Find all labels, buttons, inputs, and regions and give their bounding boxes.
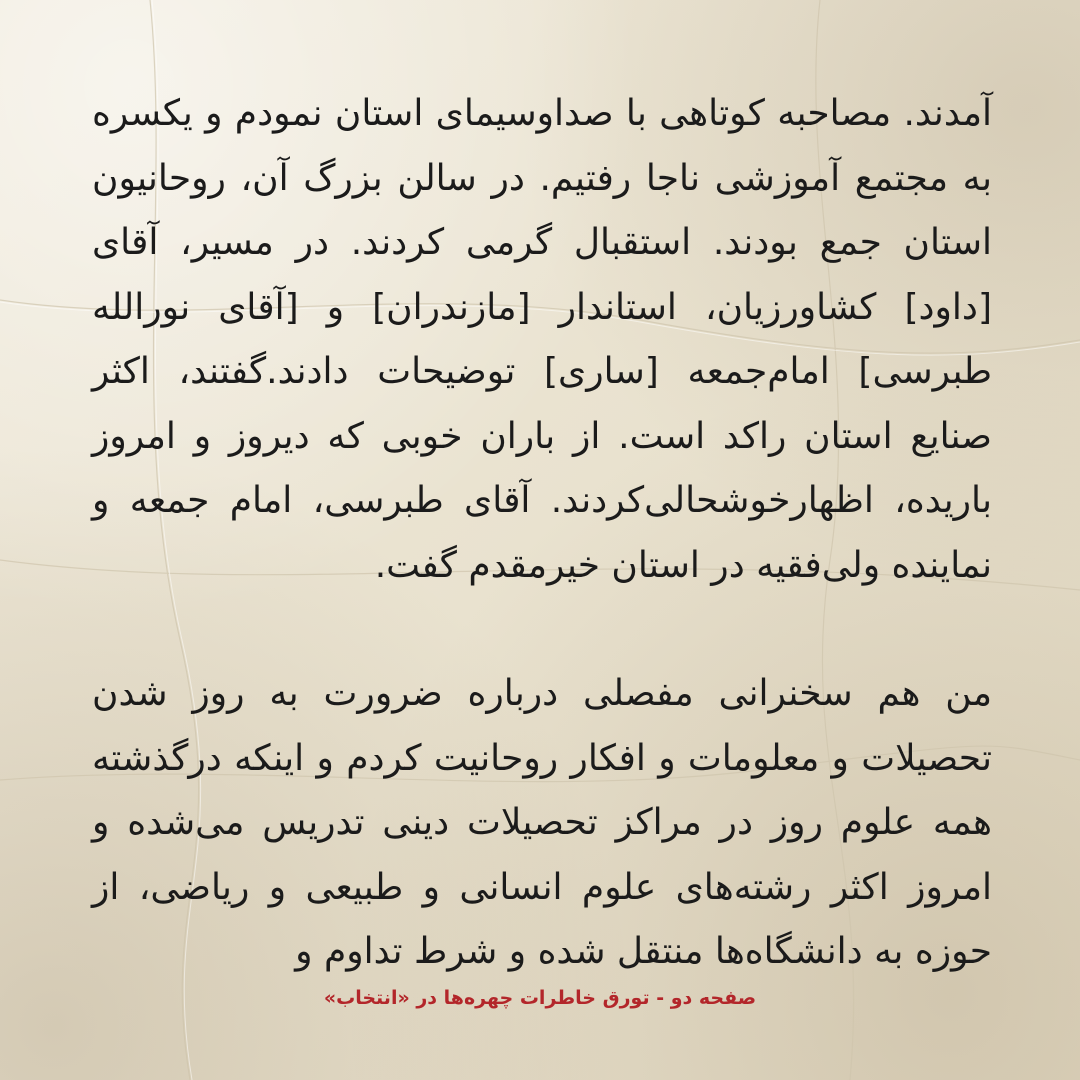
document-body bbox=[92, 82, 992, 985]
paragraph-1: آمدند. مصاحبه کوتاهی با صداوسیمای استان نمودم و یکسره به مجتمع آموزشی ناجا رفتیم. در سالن بزرگ آن، روحانیون استان جمع بودند. استقبال گرمی کردند. در مسیر، آقای [داود] کشاورزیان، استاندار [مازندران] و [آقای نورالله طبرسی] امام‌جمعه [ساری] توضیحات دادند.گفتند، اکثر صنایع استان راکد است. از باران خوبی که دیروز و امروز باریده، اظهارخوشحالی‌کردند. آقای طبرسی، امام جمعه و نماینده ولی‌فقیه در استان خیرمقدم گفت. bbox=[92, 93, 992, 586]
paragraph-2: من هم سخنرانی مفصلی درباره ضرورت به روز شدن تحصیلات و معلومات و افکار روحانیت کردم و اینکه درگذشته همه علوم روز در مراکز تحصیلات دینی تدریس می‌شده و امروز اکثر رشته‌های علوم انسانی و طبیعی و ریاضی، از حوزه به دانشگاه‌ها منتقل شده و شرط تداوم و bbox=[92, 673, 992, 972]
page-footer: صفحه دو - تورق خاطرات چهره‌ها در «انتخاب» bbox=[323, 987, 757, 1009]
